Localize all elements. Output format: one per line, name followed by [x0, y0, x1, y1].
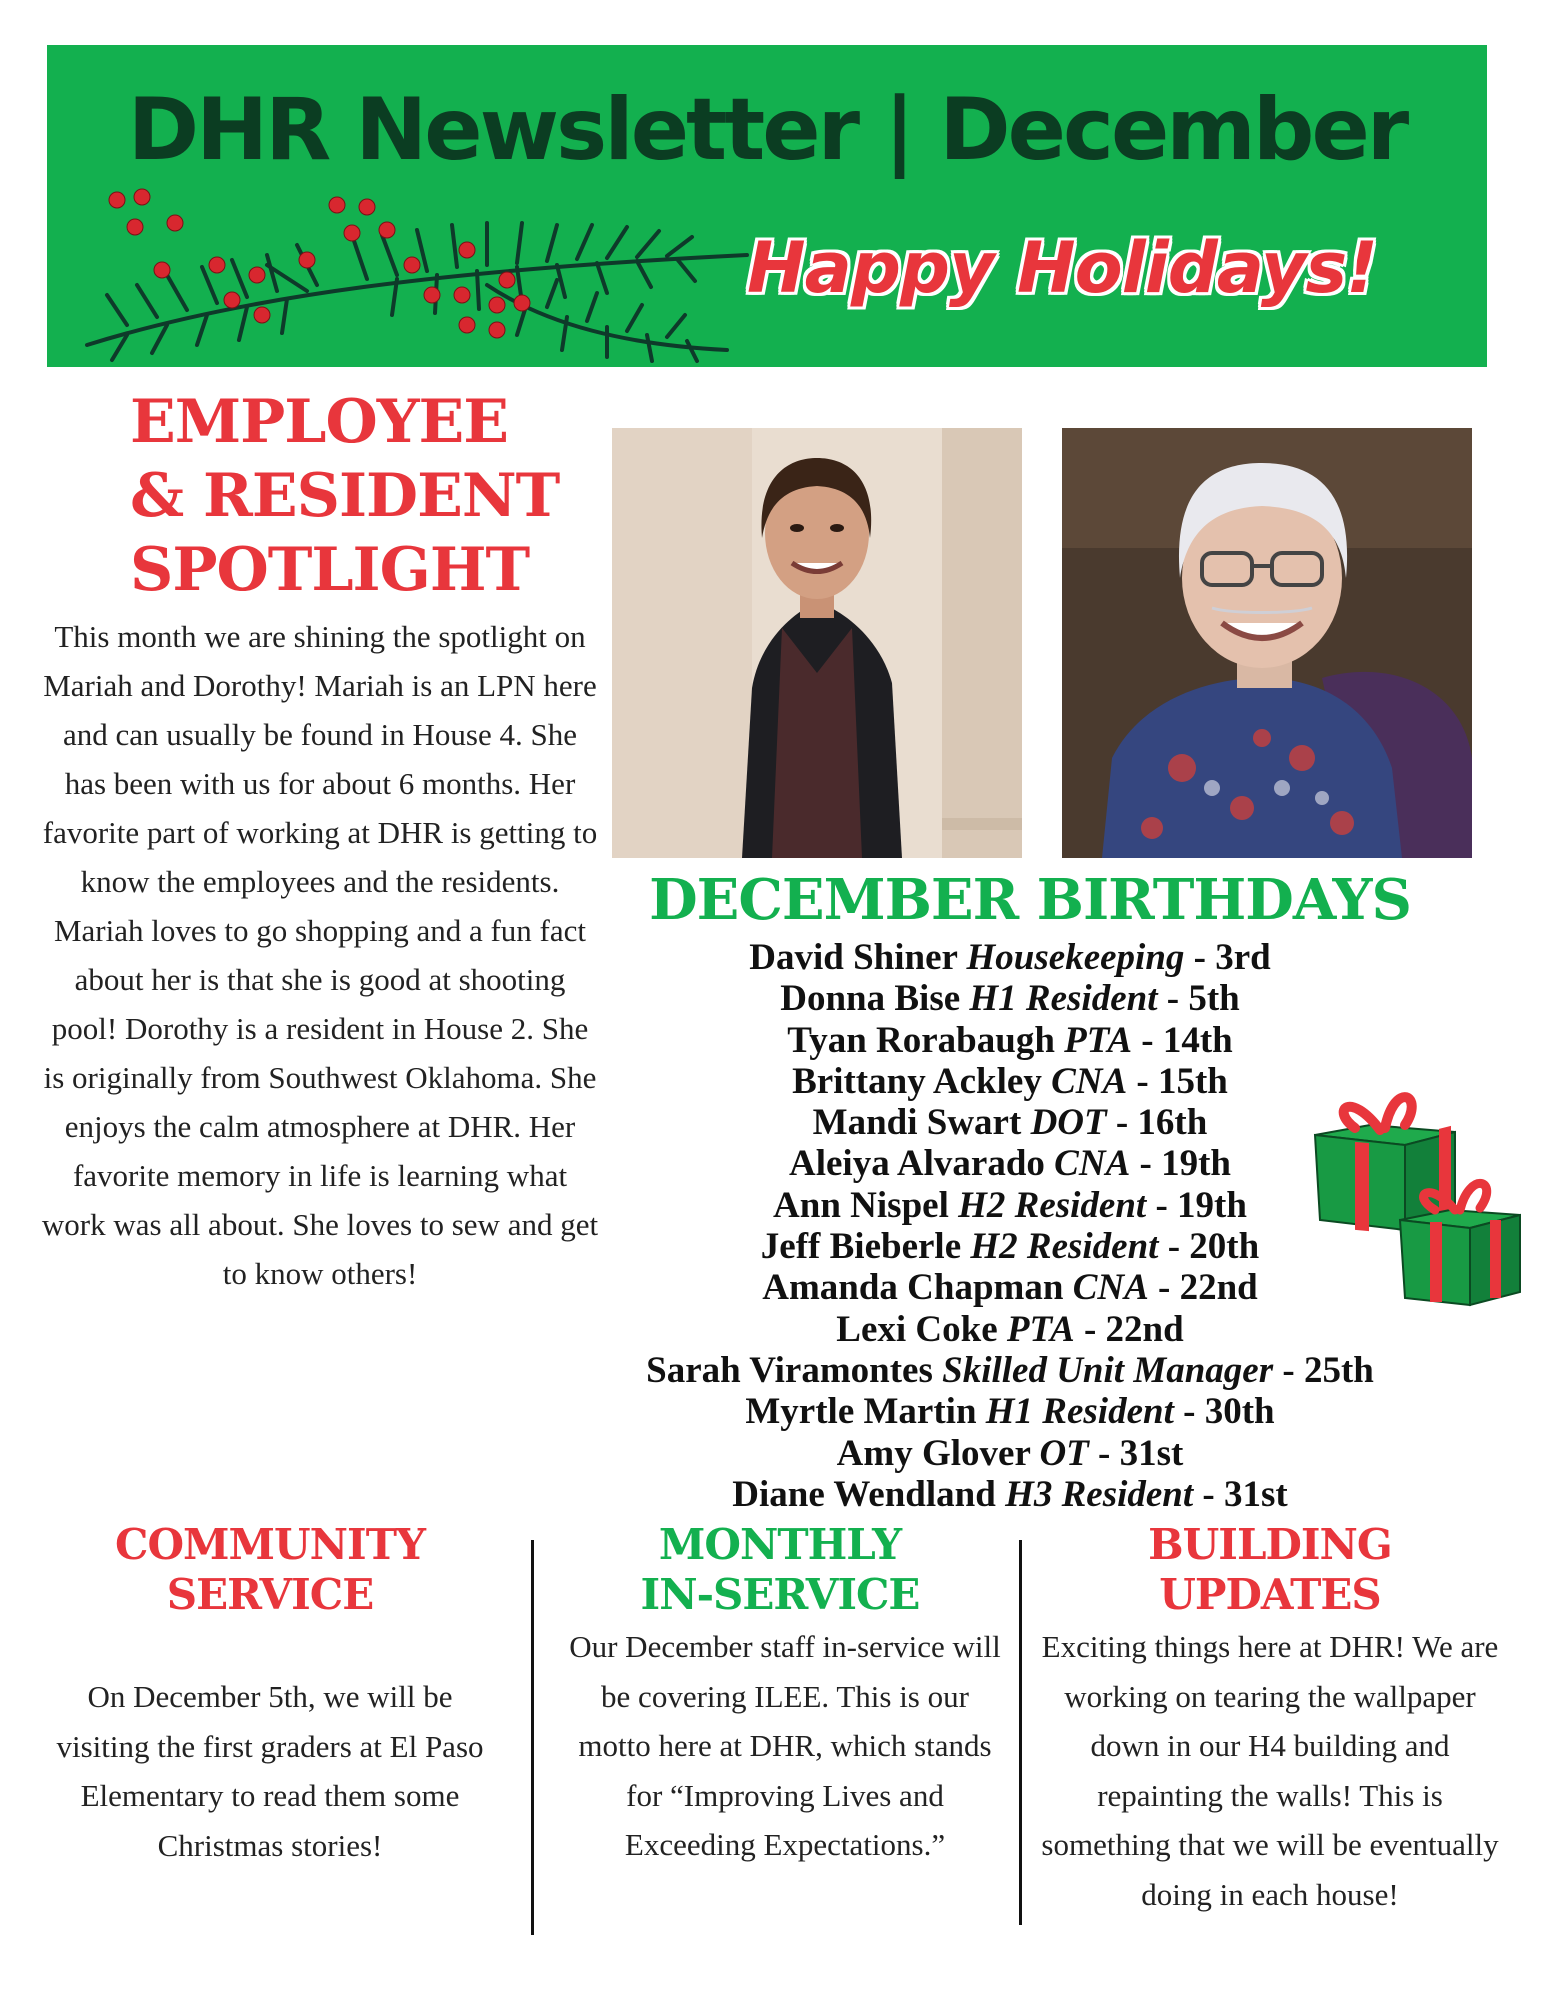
birthday-role: CNA: [1072, 1267, 1149, 1309]
birthday-entry: [560, 1433, 1460, 1474]
birthday-role: DOT: [1030, 1102, 1107, 1144]
birthday-role: Skilled Unit Manager: [942, 1349, 1274, 1391]
community-body: On December 5th, we will be visiting the first graders at El Paso Elementary to read them some Christmas stories!: [56, 1679, 484, 1863]
birthday-date: - 25th: [1282, 1349, 1374, 1391]
birthday-name: Tyan Rorabaugh: [787, 1019, 1055, 1061]
spotlight-heading: [130, 385, 570, 607]
holly-garland-icon: [67, 175, 787, 365]
inservice-body: Our December staff in-service will be covering ILEE. This is our motto here at DHR, which stands for “Improving Lives and Exceeding Expectations.”: [569, 1629, 1001, 1862]
birthdays-heading: DECEMBER BIRTHDAYS: [649, 867, 1411, 933]
birthday-entry: [560, 1309, 1460, 1350]
birthday-name: Sarah Viramontes: [646, 1349, 933, 1391]
birthday-name: Jeff Bieberle: [760, 1226, 962, 1268]
birthday-date: - 31st: [1098, 1432, 1184, 1474]
birthday-name: Myrtle Martin: [745, 1391, 977, 1433]
spotlight-heading-line: SPOTLIGHT: [130, 535, 530, 605]
gift-boxes-icon: [1310, 1070, 1525, 1310]
inservice-heading-line: IN-SERVICE: [640, 1570, 920, 1619]
birthday-date: - 22nd: [1083, 1308, 1184, 1350]
birthday-role: H2 Resident: [970, 1226, 1159, 1268]
birthday-date: - 16th: [1115, 1102, 1208, 1144]
birthday-entry: [560, 1020, 1460, 1061]
building-heading-line: UPDATES: [1159, 1570, 1381, 1619]
column-divider: [1019, 1540, 1022, 1925]
birthday-name: Brittany Ackley: [792, 1060, 1042, 1102]
birthday-role: H1 Resident: [985, 1391, 1174, 1433]
dorothy-photo: [1062, 428, 1472, 858]
birthday-date: - 3rd: [1193, 937, 1271, 978]
column-divider: [531, 1540, 534, 1935]
birthday-role: H1 Resident: [969, 978, 1158, 1020]
mariah-portrait-icon: [612, 428, 1022, 858]
birthday-name: Diane Wendland: [732, 1473, 996, 1515]
birthday-name: Amy Glover: [836, 1432, 1031, 1474]
birthday-role: H2 Resident: [958, 1184, 1147, 1226]
community-heading-line: SERVICE: [166, 1570, 374, 1619]
birthday-date: - 5th: [1166, 978, 1240, 1020]
newsletter-title: DHR Newsletter | December: [127, 80, 1407, 180]
birthday-role: PTA: [1064, 1019, 1132, 1061]
mariah-photo: [612, 428, 1022, 858]
birthday-date: - 30th: [1183, 1391, 1275, 1433]
birthday-date: - 15th: [1136, 1060, 1228, 1102]
dorothy-portrait-icon: [1062, 428, 1472, 858]
birthday-role: PTA: [1006, 1308, 1075, 1350]
birthday-entry: [560, 978, 1460, 1019]
birthday-entry: [560, 1474, 1460, 1515]
birthday-date: - 14th: [1141, 1019, 1233, 1061]
happy-holidays-text: Happy Holidays!: [747, 227, 1378, 309]
birthday-role: Housekeeping: [966, 937, 1185, 978]
spotlight-heading-line: EMPLOYEE: [130, 387, 509, 457]
birthday-name: David Shiner: [749, 937, 958, 978]
birthday-name: Aleiya Alvarado: [789, 1143, 1045, 1185]
birthday-name: Ann Nispel: [773, 1184, 949, 1226]
header-banner: [47, 45, 1487, 367]
spotlight-heading-line: & RESIDENT: [130, 461, 560, 531]
birthday-entry: [560, 937, 1460, 978]
birthday-entry: [560, 1391, 1460, 1432]
inservice-heading: [580, 1520, 980, 1620]
community-heading-line: COMMUNITY: [115, 1520, 425, 1569]
spotlight-body: This month we are shining the spotlight on Mariah and Dorothy! Mariah is an LPN here and can usually be found in House 4. She has been with us for about 6 months. Her favorite part of working at DHR is getting to know the employees and the residents. Mariah loves to go shopping and a fun fact about her is that she is good at shooting pool! Dorothy is a resident in House 2. She is originally from Southwest Oklahoma. She enjoys the calm atmosphere at DHR. Her favorite memory in life is learning what work was all about. She loves to sew and get to know others!: [41, 619, 599, 1291]
birthday-date: - 20th: [1167, 1226, 1260, 1268]
birthday-name: Amanda Chapman: [762, 1267, 1064, 1309]
birthday-name: Mandi Swart: [812, 1102, 1022, 1144]
birthday-date: - 31st: [1202, 1473, 1288, 1515]
building-body: Exciting things here at DHR! We are working on tearing the wallpaper down in our H4 building and repainting the walls! This is something that we will be eventually doing in each house!: [1041, 1629, 1499, 1912]
birthday-name: Donna Bise: [780, 978, 961, 1020]
building-heading-line: BUILDING: [1148, 1520, 1392, 1569]
birthday-name: Lexi Coke: [836, 1308, 998, 1350]
birthday-entry: [560, 1350, 1460, 1391]
birthday-role: CNA: [1051, 1060, 1128, 1102]
birthday-date: - 22nd: [1158, 1267, 1258, 1309]
birthday-date: - 19th: [1155, 1184, 1247, 1226]
birthday-role: CNA: [1054, 1143, 1131, 1185]
birthday-role: H3 Resident: [1005, 1473, 1194, 1515]
inservice-heading-line: MONTHLY: [658, 1520, 902, 1569]
building-heading: [1070, 1520, 1470, 1620]
community-heading: [70, 1520, 470, 1620]
birthday-role: OT: [1039, 1432, 1089, 1474]
birthday-date: - 19th: [1139, 1143, 1231, 1185]
